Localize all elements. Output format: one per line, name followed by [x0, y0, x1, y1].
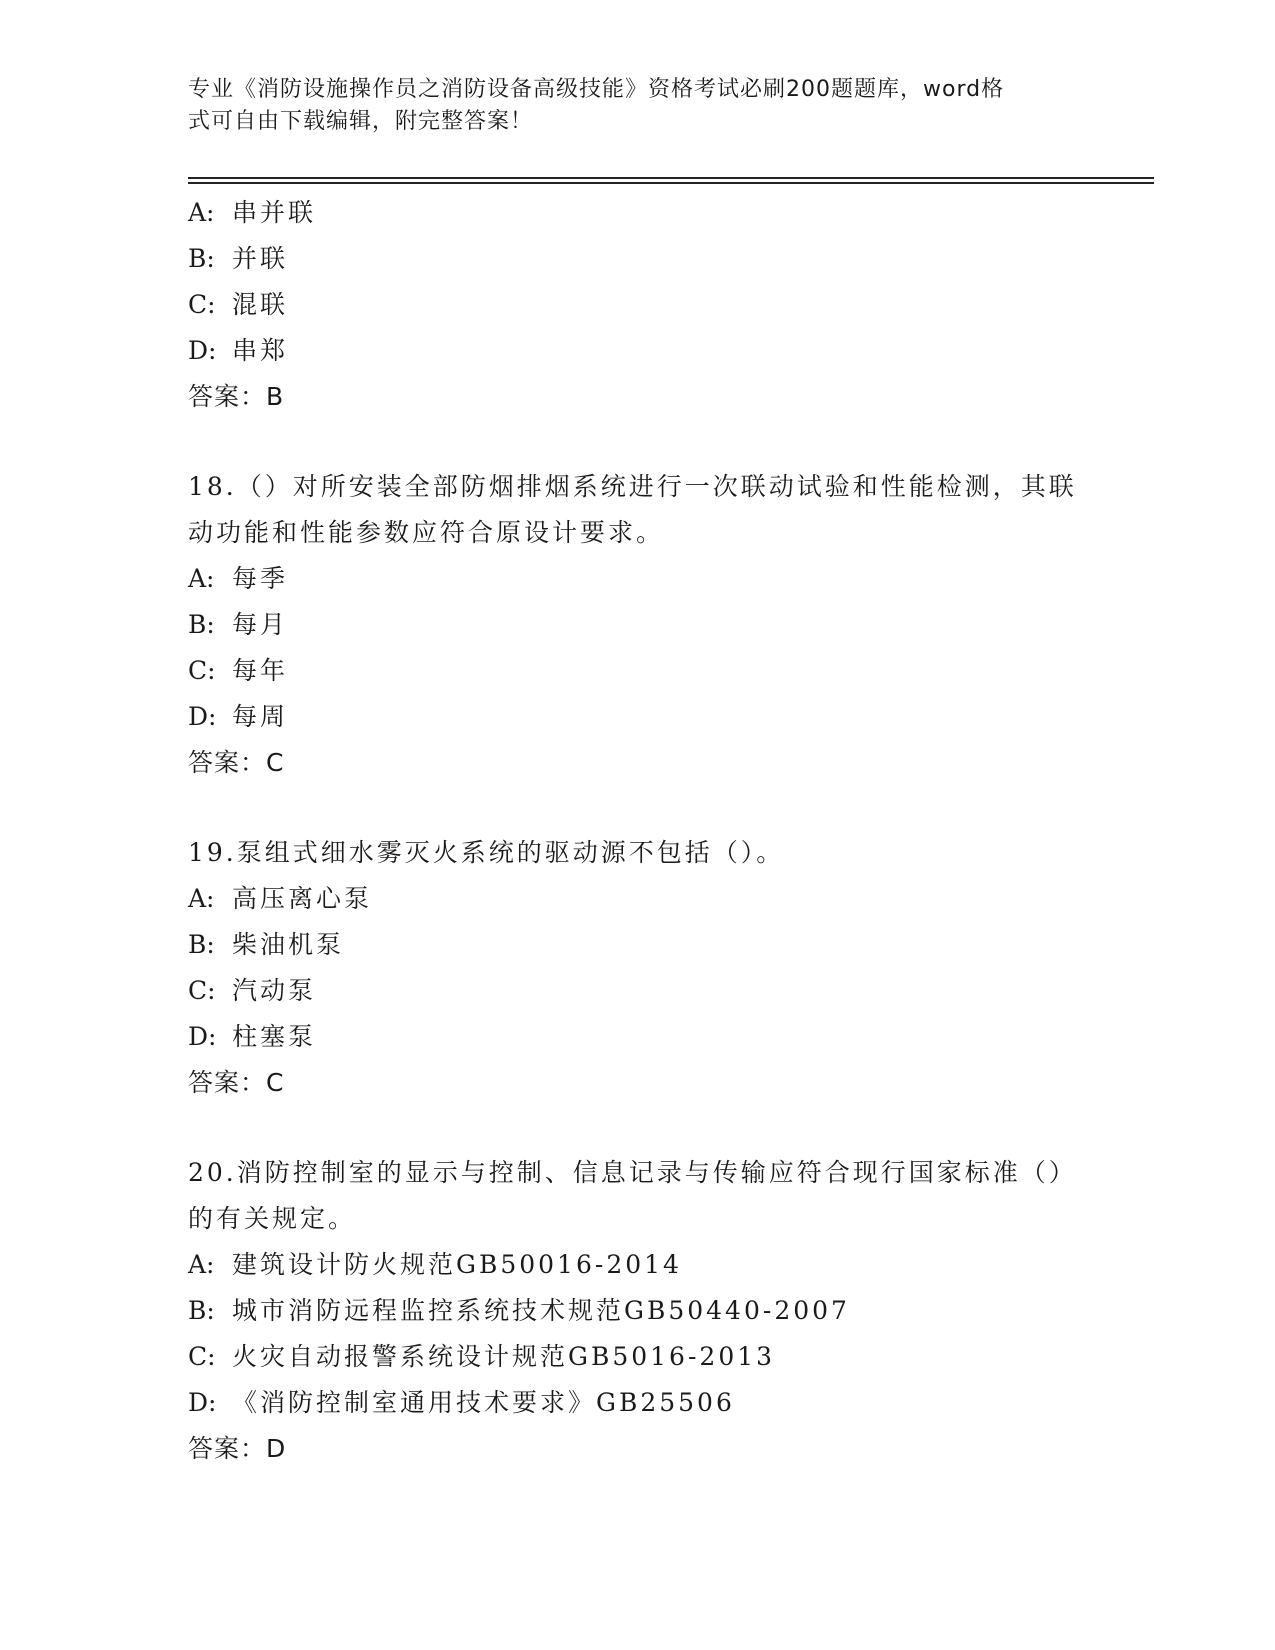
option-a — [188, 1242, 1088, 1288]
option-key: A: — [188, 564, 215, 593]
option-text: 串并联 — [232, 198, 317, 227]
option-key: D: — [188, 702, 217, 731]
option-a — [188, 190, 1088, 236]
option-text: 城市消防远程监控系统技术规范GB50440-2007 — [232, 1296, 850, 1325]
option-d — [188, 694, 1088, 740]
option-text: 《消防控制室通用技术要求》GB25506 — [232, 1388, 735, 1417]
option-text: 并联 — [232, 244, 289, 273]
option-c — [188, 648, 1088, 694]
header-divider-top — [188, 177, 1154, 179]
option-key: D: — [188, 336, 217, 365]
option-text: 串郑 — [232, 336, 289, 365]
option-text: 汽动泵 — [232, 976, 317, 1005]
option-a — [188, 556, 1088, 602]
option-key: D: — [188, 1388, 217, 1417]
option-key: C: — [188, 290, 216, 319]
question-block-20 — [188, 1150, 1088, 1472]
option-text: 高压离心泵 — [232, 884, 373, 913]
question-block-18 — [188, 464, 1088, 786]
option-d — [188, 328, 1088, 374]
option-key: B: — [188, 610, 215, 639]
option-key: A: — [188, 884, 215, 913]
question-text: 20.消防控制室的显示与控制、信息记录与传输应符合现行国家标准（）的有关规定。 — [188, 1158, 1077, 1233]
option-c — [188, 1334, 1088, 1380]
option-text: 建筑设计防火规范GB50016-2014 — [232, 1250, 682, 1279]
option-key: B: — [188, 1296, 215, 1325]
option-a — [188, 876, 1088, 922]
option-key: C: — [188, 656, 216, 685]
option-text: 每季 — [232, 564, 289, 593]
option-text: 混联 — [232, 290, 289, 319]
option-key: D: — [188, 1022, 217, 1051]
option-c — [188, 968, 1088, 1014]
option-b — [188, 1288, 1088, 1334]
option-d — [188, 1380, 1088, 1426]
option-text: 柱塞泵 — [232, 1022, 317, 1051]
option-text: 每周 — [232, 702, 289, 731]
answer-line: 答案：C — [188, 748, 285, 777]
option-text: 柴油机泵 — [232, 930, 345, 959]
option-key: B: — [188, 244, 215, 273]
question-block-17 — [188, 190, 1088, 420]
option-d — [188, 1014, 1088, 1060]
header-line-2: 式可自由下载编辑，附完整答案！ — [188, 109, 534, 134]
question-list — [188, 190, 1088, 1472]
option-key: B: — [188, 930, 215, 959]
question-block-19 — [188, 830, 1088, 1106]
page-header — [188, 74, 1068, 138]
option-text: 每月 — [232, 610, 289, 639]
header-line-1: 专业《消防设施操作员之消防设备高级技能》资格考试必刷200题题库，word格 — [188, 77, 1005, 102]
option-key: A: — [188, 1250, 215, 1279]
answer-line: 答案：C — [188, 1068, 285, 1097]
header-divider-bottom — [188, 182, 1154, 184]
option-text: 每年 — [232, 656, 289, 685]
option-key: A: — [188, 198, 215, 227]
option-b — [188, 602, 1088, 648]
answer-line: 答案：B — [188, 382, 285, 411]
option-c — [188, 282, 1088, 328]
option-text: 火灾自动报警系统设计规范GB5016-2013 — [232, 1342, 776, 1371]
option-b — [188, 236, 1088, 282]
question-text: 19.泵组式细水雾灭火系统的驱动源不包括（）。 — [188, 838, 785, 867]
answer-line: 答案：D — [188, 1434, 287, 1463]
option-key: C: — [188, 1342, 216, 1371]
option-key: C: — [188, 976, 216, 1005]
question-text: 18.（）对所安装全部防烟排烟系统进行一次联动试验和性能检测，其联动功能和性能参数应符合原设计要求。 — [188, 472, 1077, 547]
option-b — [188, 922, 1088, 968]
